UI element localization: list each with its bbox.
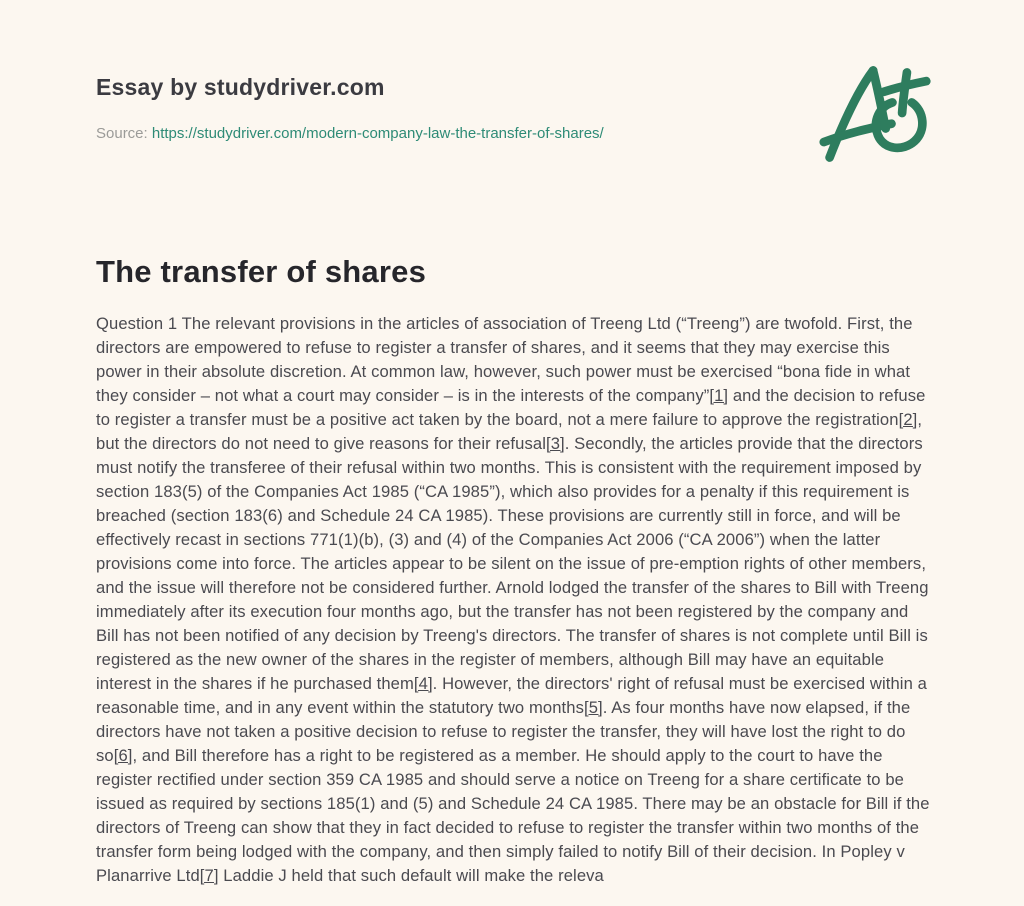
body-text-run: , and Bill therefore has a right to be registered as a member. He should apply to the court to have the register rectified under section 359 CA 1985 and should serve a notice on Treeng for a share certificate to be issued as required by sections 185(1) and (5) and Schedule 24 CA 1985. There may be an obstacle for Bill if the directors of Treeng can show that they in fact decided to refuse to register the transfer within two months of the transfer form being lodged with the company, and then simply failed to notify Bill of their decision. In Popley v Planarrive Ltd [96, 746, 930, 885]
footnote-ref[interactable]: [2] [898, 410, 918, 429]
body-text-run: . Secondly, the articles provide that the directors must notify the transferee of their refusal within two months. This is consistent with the requirement imposed by section 183(5) of the Companies Act 1985 (“CA 1985”), which also provides for a penalty if this requirement is breached (section 183(6) and Schedule 24 CA 1985). These provisions are currently still in force, and will be effectively recast in sections 771(1)(b), (3) and (4) of the Companies Act 2006 (“CA 2006”) when the latter provisions come into force. The articles appear to be silent on the issue of pre-emption rights of other members, and the issue will therefore not be considered further. Arnold lodged the transfer of the shares to Bill with Treeng immediately after its execution four months ago, but the transfer has not been registered by the company and Bill has not been notified of any decision by Treeng's directors. The transfer of shares is not complete until Bill is registered as the new owner of the shares in the register of members, although Bill may have an equitable interest in the shares if he purchased them [96, 434, 929, 693]
source-label: Source: [96, 125, 148, 142]
essay-body [96, 312, 930, 888]
footnote-ref[interactable]: [7] [199, 866, 219, 885]
body-text-run: , but the directors do not need to give reasons for their refusal [96, 410, 923, 453]
body-text-run: . As four months have now elapsed, if the directors have not taken a positive decision to refuse to register the transfer, they will have lost the right to do so [96, 698, 911, 765]
body-text-run: Question 1 The relevant provisions in the articles of association of Treeng Ltd (“Treeng”) are twofold. First, the directors are empowered to refuse to register a transfer of shares, and it seems that they may exercise this power in their absolute discretion. At common law, however, such power must be exercised “bona fide in what they consider – not what a court may consider – is in the interests of the company” [96, 314, 913, 405]
body-text-run: and the decision to refuse to register a transfer must be a positive act taken by the board, not a mere failure to approve the registration [96, 386, 926, 429]
footnote-ref[interactable]: [6] [113, 746, 133, 765]
studydriver-a-plus-logo-icon [818, 55, 934, 175]
footnote-ref[interactable]: [4] [413, 674, 433, 693]
essay-title: The transfer of shares [96, 254, 427, 289]
footnote-ref[interactable]: [5] [584, 698, 603, 717]
footnote-ref[interactable]: [1] [709, 386, 729, 405]
footnote-ref[interactable]: [3] [545, 434, 565, 453]
page-header-title: Essay by studydriver.com [96, 74, 385, 100]
body-text-run: Laddie J held that such default will make the releva [218, 866, 604, 885]
source-url-link[interactable]: https://studydriver.com/modern-company-law-the-transfer-of-shares/ [151, 125, 604, 142]
source-row [96, 125, 604, 142]
body-text-run: . However, the directors' right of refusal must be exercised within a reasonable time, and in any event within the statutory two months [96, 674, 927, 717]
